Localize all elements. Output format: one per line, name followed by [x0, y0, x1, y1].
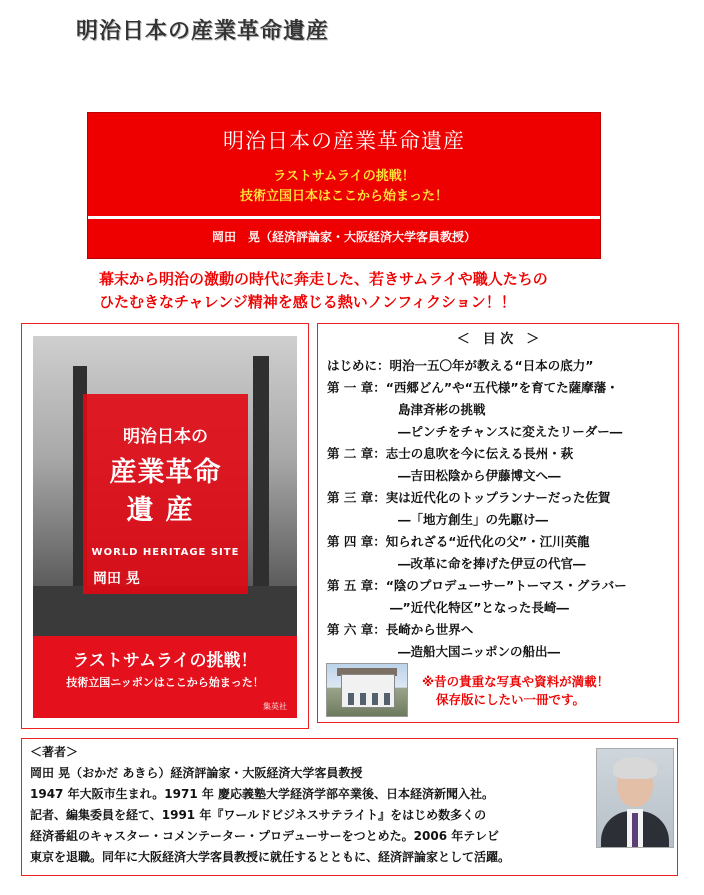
cover-author: 岡田 晃: [93, 571, 140, 587]
building-window: [348, 693, 354, 705]
cover-bottom-subtitle: 技術立国ニッポンはここから始まった！: [66, 676, 264, 689]
toc-line: 第 四 章：知られざる“近代化の父”・江川英龍: [327, 534, 590, 549]
toc-line: ―ピンチをチャンスに変えたリーダー―: [398, 424, 623, 439]
author-portrait: [596, 748, 674, 848]
toc-line: 第 六 章：長崎から世界へ: [327, 622, 474, 637]
author-heading: ＜著者＞: [30, 745, 79, 759]
author-line: 岡田 晃（おかだ あきら）経済評論家・大阪経済大学客員教授: [30, 766, 363, 780]
toc-line: はじめに：明治一五〇年が教える“日本の底力”: [327, 358, 594, 373]
building-window: [360, 693, 366, 705]
toc-line: ―「地方創生」の先駆け―: [398, 512, 549, 527]
cover-subtitle: 明治日本の: [123, 427, 208, 447]
historic-building-photo: [326, 663, 408, 717]
building-window: [372, 693, 378, 705]
author-profile: [21, 738, 678, 876]
toc-line: 第 二 章：志士の息吹を今に伝える長州・萩: [327, 446, 574, 461]
building: [341, 674, 395, 708]
cover-bottom-band: [33, 636, 297, 718]
banner-divider: [88, 216, 600, 219]
toc-note-1: ※昔の貴重な写真や資料が満載！: [422, 674, 610, 689]
toc-line: 島津斉彬の挑戦: [398, 402, 486, 417]
toc-line: 第 三 章：実は近代化のトップランナーだった佐賀: [327, 490, 611, 505]
lead-text: [99, 268, 639, 314]
cover-bottom-title: ラストサムライの挑戦！: [72, 651, 258, 671]
author-line: 東京を退職。同年に大阪経済大学客員教授に就任するとともに、経済評論家として活躍。: [30, 850, 511, 864]
book-cover-frame: [21, 323, 309, 729]
toc-note: [422, 673, 609, 709]
cover-title-1: 産業革命: [109, 457, 222, 488]
toc-line: 第 一 章：“西郷どん”や“五代様”を育てた薩摩藩・: [327, 380, 619, 395]
author-line: 1947 年大阪市生まれ。1971 年 慶応義塾大学経済学部卒業後、日本経済新聞入社。: [30, 787, 495, 801]
cover-publisher: 集英社: [263, 702, 287, 711]
banner-subtitle-2: 技術立国日本はここから始まった！: [239, 189, 448, 204]
banner-author: 岡田 晃（経済評論家・大阪経済大学客員教授）: [211, 230, 476, 244]
toc-line: ―吉田松陰から伊藤博文へ―: [398, 468, 561, 483]
cover-tower-right: [253, 356, 269, 606]
toc-line: ―造船大国ニッポンの船出―: [398, 644, 561, 659]
cover-world-heritage: WORLD HERITAGE SITE: [91, 547, 240, 558]
author-line: 記者、編集委員を経て、1991 年『ワールドビジネスサテライト』をはじめ数多くの: [30, 808, 487, 822]
toc-line: ―改革に命を捧げた伊豆の代官―: [398, 556, 586, 571]
banner-title: 明治日本の産業革命遺産: [223, 129, 465, 153]
toc-heading: ＜ 目 次 ＞: [456, 332, 540, 347]
toc-note-2: 保存版にしたい一冊です。: [436, 692, 586, 707]
lead-line-2: ひたむきなチャレンジ精神を感じる熱いノンフィクション！！: [99, 293, 516, 311]
table-of-contents: [317, 323, 679, 723]
page-title: 明治日本の産業革命遺産: [76, 19, 330, 44]
title-banner: [87, 112, 601, 259]
toc-line: ―”近代化特区”となった長崎―: [390, 600, 569, 615]
toc-line: 第 五 章：“陰のプロデューサー”トーマス・グラバー: [327, 578, 627, 593]
portrait-hair: [613, 757, 657, 779]
book-cover-image: [33, 336, 297, 718]
author-line: 経済番組のキャスター・コメンテーター・プロデューサーをつとめた。2006 年テレビ: [30, 829, 499, 843]
lead-line-1: 幕末から明治の激動の時代に奔走した、若きサムライや職人たちの: [99, 270, 548, 288]
cover-title-2: 遺産: [126, 495, 205, 526]
banner-subtitle-1: ラストサムライの挑戦！: [273, 169, 415, 184]
cover-title-block: [83, 394, 248, 594]
portrait-tie: [632, 813, 638, 847]
building-window: [384, 693, 390, 705]
